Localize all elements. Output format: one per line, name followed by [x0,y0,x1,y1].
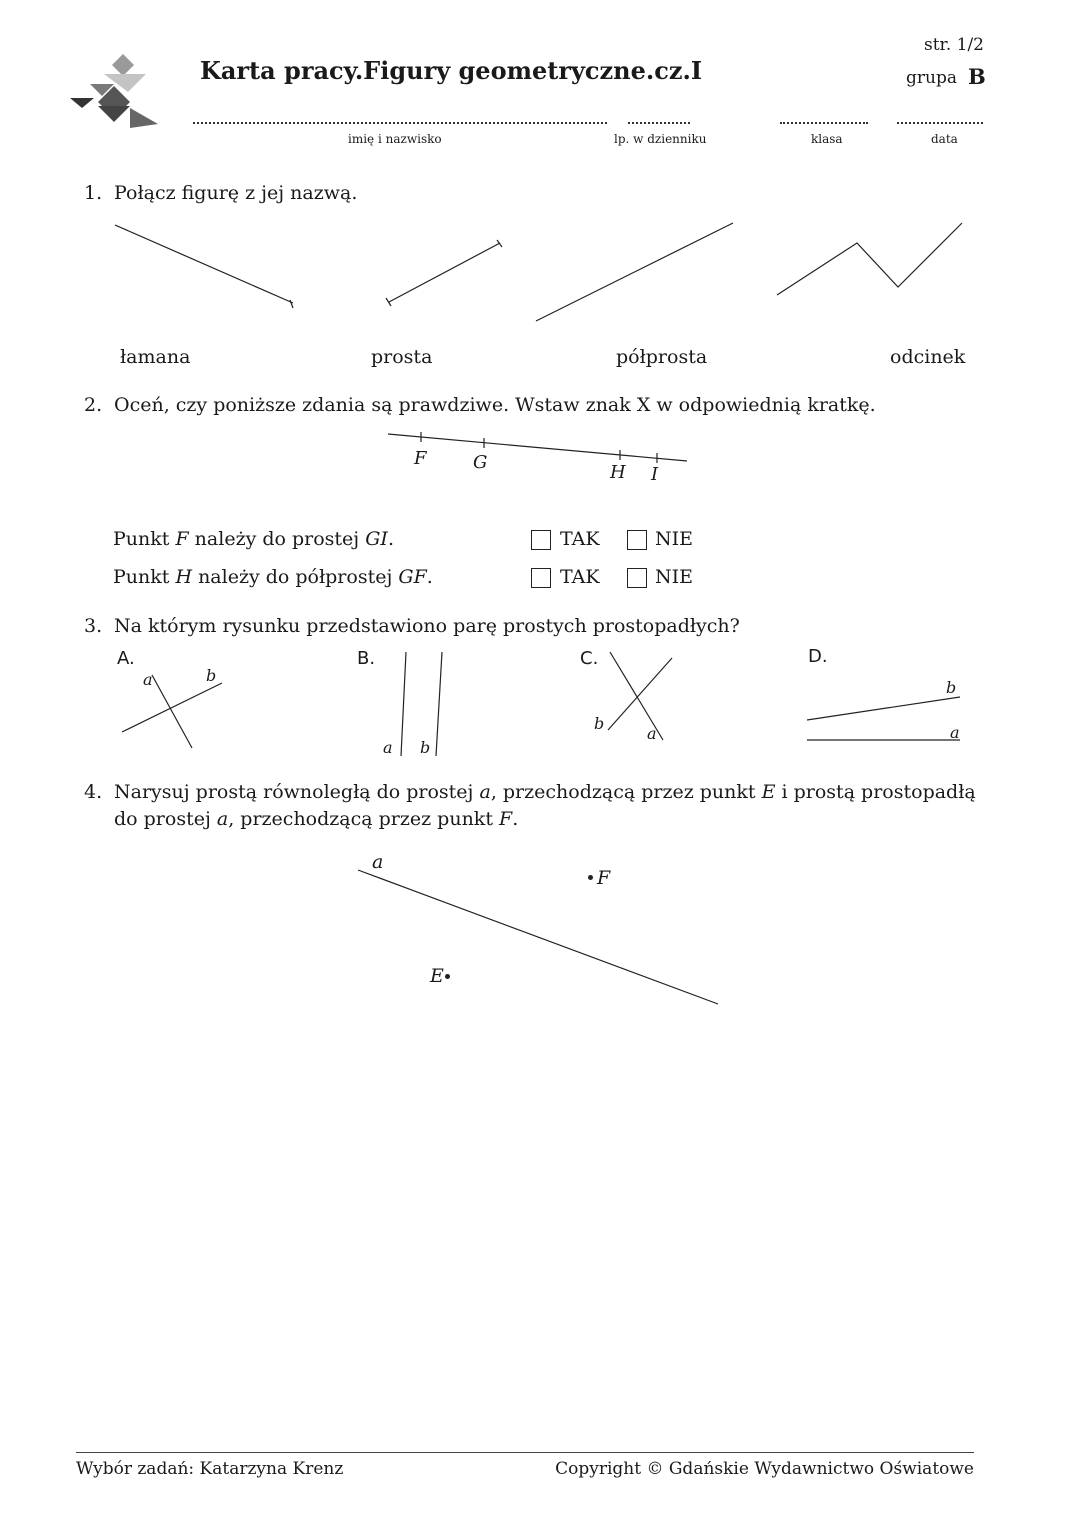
statement-2-no-checkbox[interactable] [627,568,647,588]
class-field[interactable] [780,122,868,124]
task4-point-e-label: E [430,965,444,987]
task4-question-line1: 4. Narysuj prostą równoległą do prostej a, przechodzącą przez punkt E i prostą prostopadłą [84,781,976,803]
task3-question [84,615,740,637]
point-f-dot [588,875,593,880]
group-label: grupa [906,68,957,88]
statement-1: Punkt F należy do prostej GI. [113,528,394,550]
footer-divider [76,1452,974,1453]
figure-line [536,223,733,321]
task4-point-f-label: F [597,867,611,889]
statement-2-yes-checkbox[interactable] [531,568,551,588]
option-c-label-b: b [594,714,605,733]
task1-text: Połącz figurę z jej nazwą. [114,182,358,204]
figure-polyline [777,223,962,295]
option-a-label-a: a [143,670,153,689]
task3-figures [100,640,980,770]
task4-question-line2: do prostej a, przechodzącą przez punkt F. [114,808,519,830]
page-number: str. 1/2 [924,35,984,55]
journal-number-field[interactable] [628,122,690,124]
name-line: prosta [371,346,433,368]
task3-text: Na którym rysunku przedstawiono parę prostych prostopadłych? [114,615,740,637]
statement-1-no-checkbox[interactable] [627,530,647,550]
task1-number: 1. [84,182,103,204]
point-i-label: I [651,464,659,485]
name-polyline: łamana [120,346,191,368]
task4-line-a [350,860,730,1010]
option-d-label-a: a [950,723,960,742]
point-h-label: H [610,462,626,483]
point-f-label: F [414,448,427,469]
page-title: Karta pracy.Figury geometryczne.cz.I [200,56,703,85]
task2-text: Oceń, czy poniższe zdania są prawdziwe. Wstaw znak X w odpowiednią kratkę. [114,394,876,416]
option-a-letter: A. [117,648,135,669]
class-caption: klasa [811,132,843,146]
name-caption: imię i nazwisko [348,132,442,146]
option-c-letter: C. [580,648,599,669]
statement-1-no-label: NIE [655,528,693,550]
option-c-label-a: a [647,724,657,743]
footer-copyright: Copyright © Gdańskie Wydawnictwo Oświatowe [555,1459,974,1479]
name-ray: półprosta [616,346,708,368]
option-b-label-b: b [420,738,431,757]
group-value: B [968,64,986,89]
task3-number: 3. [84,615,103,637]
point-g-label: G [473,452,488,473]
task1-question [84,182,357,204]
statement-1-yes-label: TAK [560,528,600,550]
statement-1-yes-checkbox[interactable] [531,530,551,550]
statement-2: Punkt H należy do półprostej GF. [113,566,433,588]
name-segment: odcinek [890,346,966,368]
task2-question [84,394,876,416]
footer-author: Wybór zadań: Katarzyna Krenz [76,1459,344,1479]
point-e-dot [445,974,450,979]
task4-line-label: a [372,851,384,873]
publisher-logo [68,50,163,130]
date-field[interactable] [897,122,983,124]
option-b-letter: B. [357,648,376,669]
statement-2-yes-label: TAK [560,566,600,588]
task2-number: 2. [84,394,103,416]
option-b-label-a: a [383,738,393,757]
figure-segment-short [389,243,500,302]
task4-number: 4. [84,781,103,803]
name-field[interactable] [193,122,607,124]
option-a-label-b: b [206,666,217,685]
figure-segment-long [115,225,293,303]
statement-2-no-label: NIE [655,566,693,588]
option-d-label-b: b [946,678,957,697]
option-d-letter: D. [808,646,828,667]
task1-figures [100,210,980,330]
task2-line-figure [380,425,700,465]
date-caption: data [931,132,958,146]
journal-caption: lp. w dzienniku [614,132,707,146]
